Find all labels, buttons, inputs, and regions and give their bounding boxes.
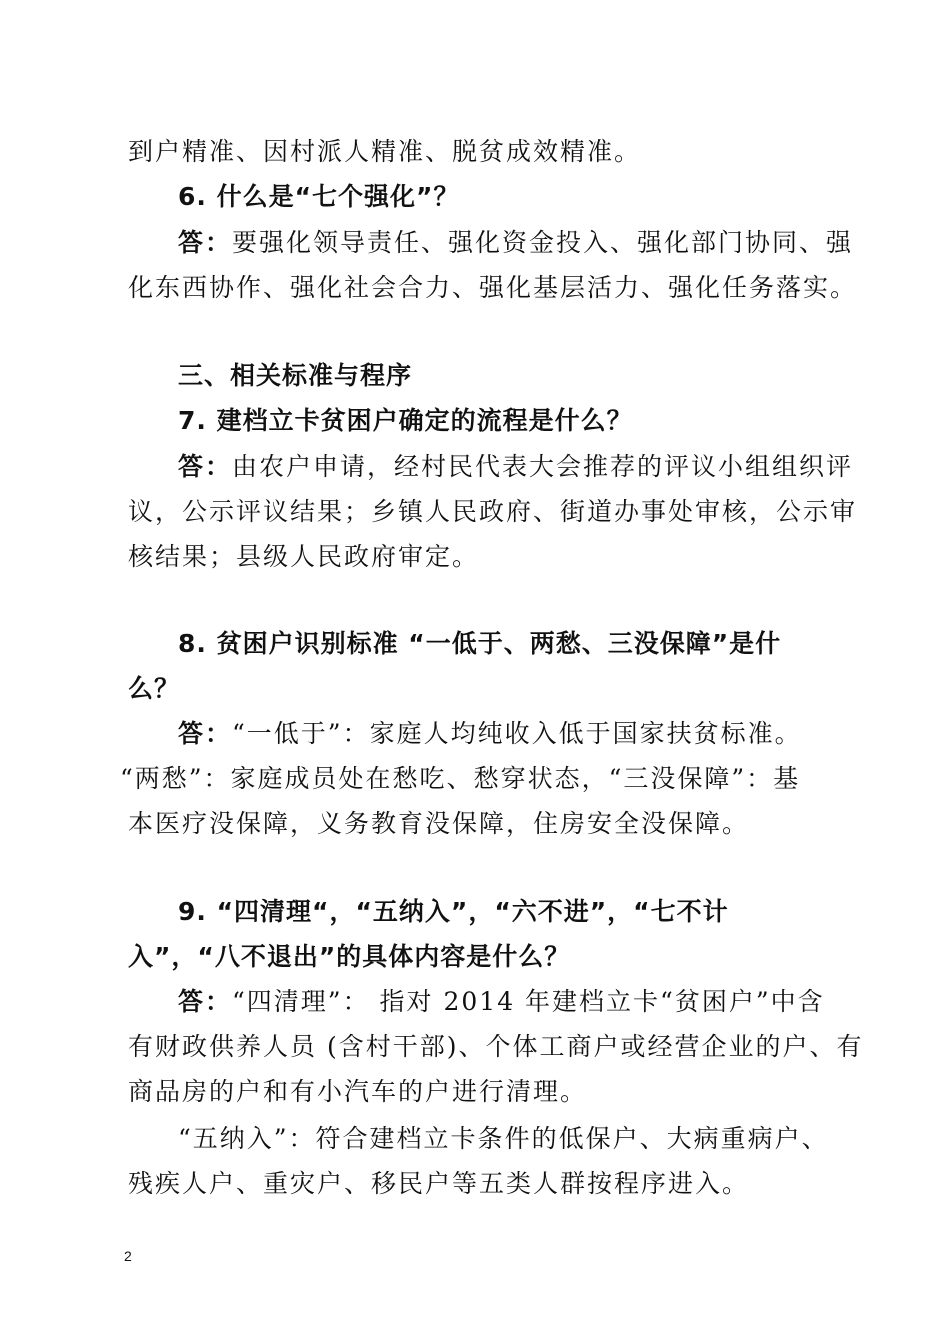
text: 到户精准、因村派人精准、脱贫成效精准。: [128, 137, 642, 166]
answer-6-line-2: [0, 272, 950, 304]
answer-text: “四清理”： 指对 2014 年建档立卡“贫困户”中含: [232, 987, 825, 1016]
question-text: 7. 建档立卡贫困户确定的流程是什么？: [178, 406, 633, 435]
question-6: [0, 181, 950, 213]
answer-text: 残疾人户、重灾户、移民户等五类人群按程序进入。: [128, 1169, 750, 1198]
question-text: 9. “四清理“，“五纳入”，“六不进”，“七不计: [178, 897, 729, 926]
answer-text: 化东西协作、强化社会合力、强化基层活力、强化任务落实。: [128, 273, 858, 302]
answer-8-line-2: [0, 763, 950, 795]
answer-text: 本医疗没保障，义务教育没保障，住房安全没保障。: [128, 809, 750, 838]
answer-text: “一低于”：家庭人均纯收入低于国家扶贫标准。: [232, 719, 802, 748]
answer-7-line-2: [0, 496, 950, 528]
paragraph-line: [0, 136, 950, 168]
section-heading: [0, 360, 950, 392]
answer-text: “两愁”：家庭成员处在愁吃、愁穿状态，“三没保障”：基: [120, 764, 801, 793]
question-9-line-1: [0, 896, 950, 928]
answer-text: “五纳入”：符合建档立卡条件的低保户、大病重病户、: [178, 1124, 829, 1153]
answer-9-line-2: [0, 1031, 950, 1063]
question-7: [0, 405, 950, 437]
answer-9-line-3: [0, 1076, 950, 1108]
answer-text: 核结果；县级人民政府审定。: [128, 542, 480, 571]
page-number: 2: [124, 1248, 132, 1264]
answer-text: 议，公示评议结果；乡镇人民政府、街道办事处审核，公示审: [128, 497, 858, 526]
question-8-line-2: [0, 673, 950, 705]
answer-text: 由农户申请，经村民代表大会推荐的评议小组组织评: [232, 452, 854, 481]
answer-label: 答：: [178, 228, 233, 257]
section-title: 三、相关标准与程序: [178, 361, 413, 390]
question-8-line-1: [0, 628, 950, 660]
question-text: 入”，“八不退出”的具体内容是什么？: [128, 942, 571, 971]
answer-8-line-1: [0, 718, 950, 750]
question-9-line-2: [0, 941, 950, 973]
answer-7-line-1: [0, 451, 950, 483]
question-text: 6. 什么是“七个强化”？: [178, 182, 460, 211]
answer-text: 要强化领导责任、强化资金投入、强化部门协同、强: [232, 228, 854, 257]
answer-8-line-3: [0, 808, 950, 840]
answer-9-line-1: [0, 986, 950, 1018]
answer-label: 答：: [178, 452, 233, 481]
question-text: 8. 贫困户识别标准 “一低于、两愁、三没保障”是什: [178, 629, 782, 658]
answer-text: 商品房的户和有小汽车的户进行清理。: [128, 1077, 588, 1106]
answer-label: 答：: [178, 987, 233, 1016]
answer-9-line-4: [0, 1123, 950, 1155]
question-text: 么？: [128, 674, 181, 703]
answer-text: 有财政供养人员 (含村干部)、个体工商户或经营企业的户、有: [128, 1032, 864, 1061]
answer-9-line-5: [0, 1168, 950, 1200]
answer-6-line-1: [0, 227, 950, 259]
answer-7-line-3: [0, 541, 950, 573]
answer-label: 答：: [178, 719, 233, 748]
